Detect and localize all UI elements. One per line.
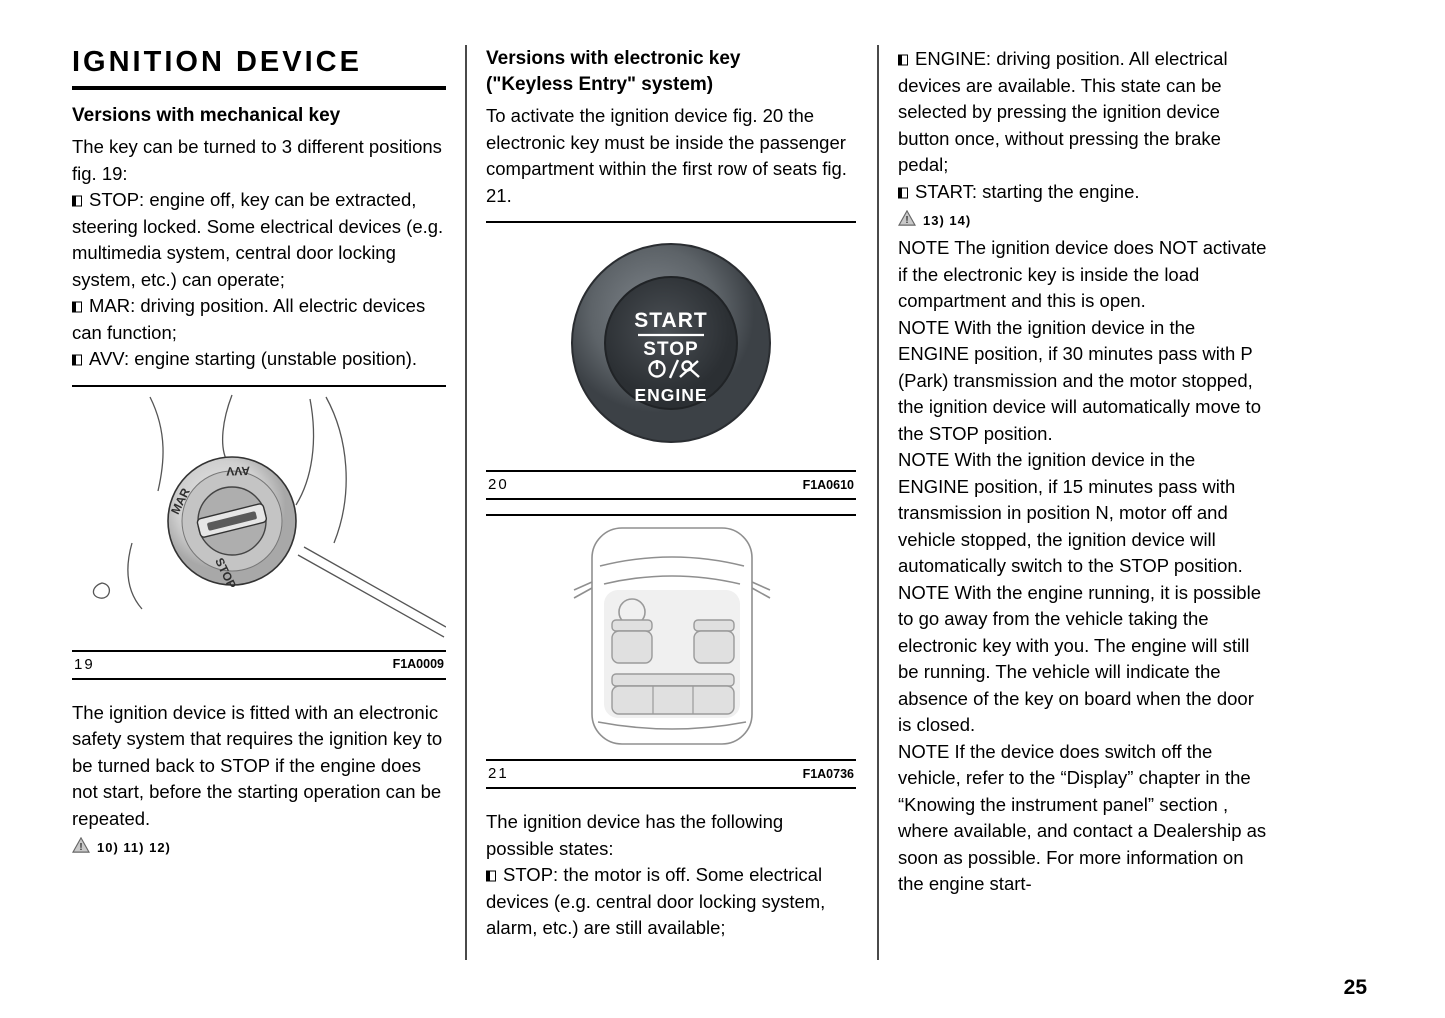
column-divider <box>877 45 879 960</box>
square-bullet-icon <box>898 55 908 66</box>
svg-text:!: ! <box>79 841 83 853</box>
list-item-mar <box>72 293 446 346</box>
vehicle-top-view-illustration <box>486 522 856 750</box>
figure-21 <box>486 514 856 789</box>
ignition-lock-illustration <box>72 393 446 641</box>
figure-number: 21 <box>488 765 509 782</box>
figure-21-art <box>486 516 856 759</box>
figure-20-art <box>486 223 856 470</box>
list-item-engine-state <box>898 46 1270 179</box>
warning-references <box>72 837 446 858</box>
page-number: 25 <box>1343 976 1367 999</box>
start-stop-button-illustration <box>486 229 856 461</box>
list-item-text: MAR: driving position. All electric devices can function; <box>72 295 426 343</box>
figure-number: 19 <box>74 655 95 673</box>
safety-system-paragraph: The ignition device is fitted with an electronic safety system that requires the ignition key to be turned back to STOP if the engine does not start, before the starting operation can be repeated. <box>72 701 443 829</box>
note-paragraph: NOTE With the ignition device in the ENGINE position, if 30 minutes pass with P (Park) transmission and the motor stopped, the ignition device will automatically move to the STOP position. <box>898 316 1261 444</box>
section-title-line1: Versions with electronic key <box>486 48 741 69</box>
list-item-avv <box>72 346 446 373</box>
section-title-line2: ("Keyless Entry" system) <box>486 74 714 95</box>
figure-code: F1A0736 <box>802 766 854 781</box>
page-title: IGNITION DEVICE <box>72 46 446 90</box>
note-paragraph: NOTE The ignition device does NOT activate if the electronic key is inside the load compartment and this is open. <box>898 237 1267 311</box>
square-bullet-icon <box>72 196 82 207</box>
button-label-engine: ENGINE <box>634 385 708 405</box>
lock-label-avv: AVV <box>226 463 251 478</box>
lock-label-mar: MAR <box>168 485 193 517</box>
states-intro-paragraph: The ignition device has the following possible states: <box>486 811 784 859</box>
intro-paragraph: To activate the ignition device fig. 20 the electronic key must be inside the passenger compartment within the first row of seats fig. 21. <box>486 105 847 206</box>
note-paragraph: NOTE With the engine running, it is possible to go away from the vehicle taking the electronic key with you. The engine will still be running. The vehicle will indicate the absence of the key on board when the door is closed. <box>898 581 1261 735</box>
list-item-text: START: starting the engine. <box>915 180 1140 202</box>
note-paragraph: NOTE With the ignition device in the ENGINE position, if 15 minutes pass with transmission in position N, motor off and vehicle stopped, the ignition device will automatically switch to the STOP position. <box>898 449 1243 576</box>
warning-references <box>898 210 1270 231</box>
intro-paragraph: The key can be turned to 3 different positions fig. 19: <box>72 136 442 184</box>
square-bullet-icon <box>898 187 908 198</box>
figure-code: F1A0009 <box>392 657 444 671</box>
figure-19 <box>72 385 446 680</box>
warning-icon <box>72 837 90 858</box>
svg-text:!: ! <box>905 214 909 226</box>
lock-label-stop: STOP <box>212 555 240 591</box>
warning-ref-numbers: 13) 14) <box>923 213 972 228</box>
button-label-stop: STOP <box>643 339 699 360</box>
square-bullet-icon <box>486 871 496 882</box>
list-item-text: AVV: engine starting (unstable position). <box>89 348 418 369</box>
figure-21-caption <box>486 759 856 789</box>
warning-ref-numbers: 10) 11) 12) <box>97 840 171 855</box>
list-item-stop-state <box>486 862 856 942</box>
section-title-mechanical-key: Versions with mechanical key <box>72 105 341 126</box>
column-mechanical-key <box>72 46 446 858</box>
list-item-stop <box>72 187 446 293</box>
square-bullet-icon <box>72 355 82 366</box>
column-states-and-notes <box>898 46 1270 898</box>
square-bullet-icon <box>72 302 82 313</box>
list-item-text: ENGINE: driving position. All electrical devices are available. This state can be selected by pressing the ignition device button once, without pressing the brake pedal; <box>898 48 1228 175</box>
figure-19-art <box>72 387 446 650</box>
list-item-start-state <box>898 179 1270 206</box>
note-paragraph: NOTE If the device does switch off the vehicle, refer to the “Display” chapter in the “Knowing the instrument panel” section , where available, and contact a Dealership as soon as possible. For more information on the engine start- <box>898 740 1267 894</box>
figure-code: F1A0610 <box>802 477 854 492</box>
figure-20 <box>486 221 856 500</box>
figure-19-caption <box>72 650 446 680</box>
list-item-text: STOP: engine off, key can be extracted, steering locked. Some electrical devices (e.g. multimedia system, central door locking system, etc.) can operate; <box>72 189 444 290</box>
list-item-text: STOP: the motor is off. Some electrical devices (e.g. central door locking system, alarm, etc.) are still available; <box>486 864 826 938</box>
button-label-start: START <box>634 309 708 332</box>
figure-number: 20 <box>488 476 509 493</box>
column-divider <box>465 45 467 960</box>
warning-icon <box>898 210 916 231</box>
section-title-electronic-key <box>486 46 856 98</box>
figure-20-caption <box>486 470 856 500</box>
column-electronic-key <box>486 46 856 942</box>
